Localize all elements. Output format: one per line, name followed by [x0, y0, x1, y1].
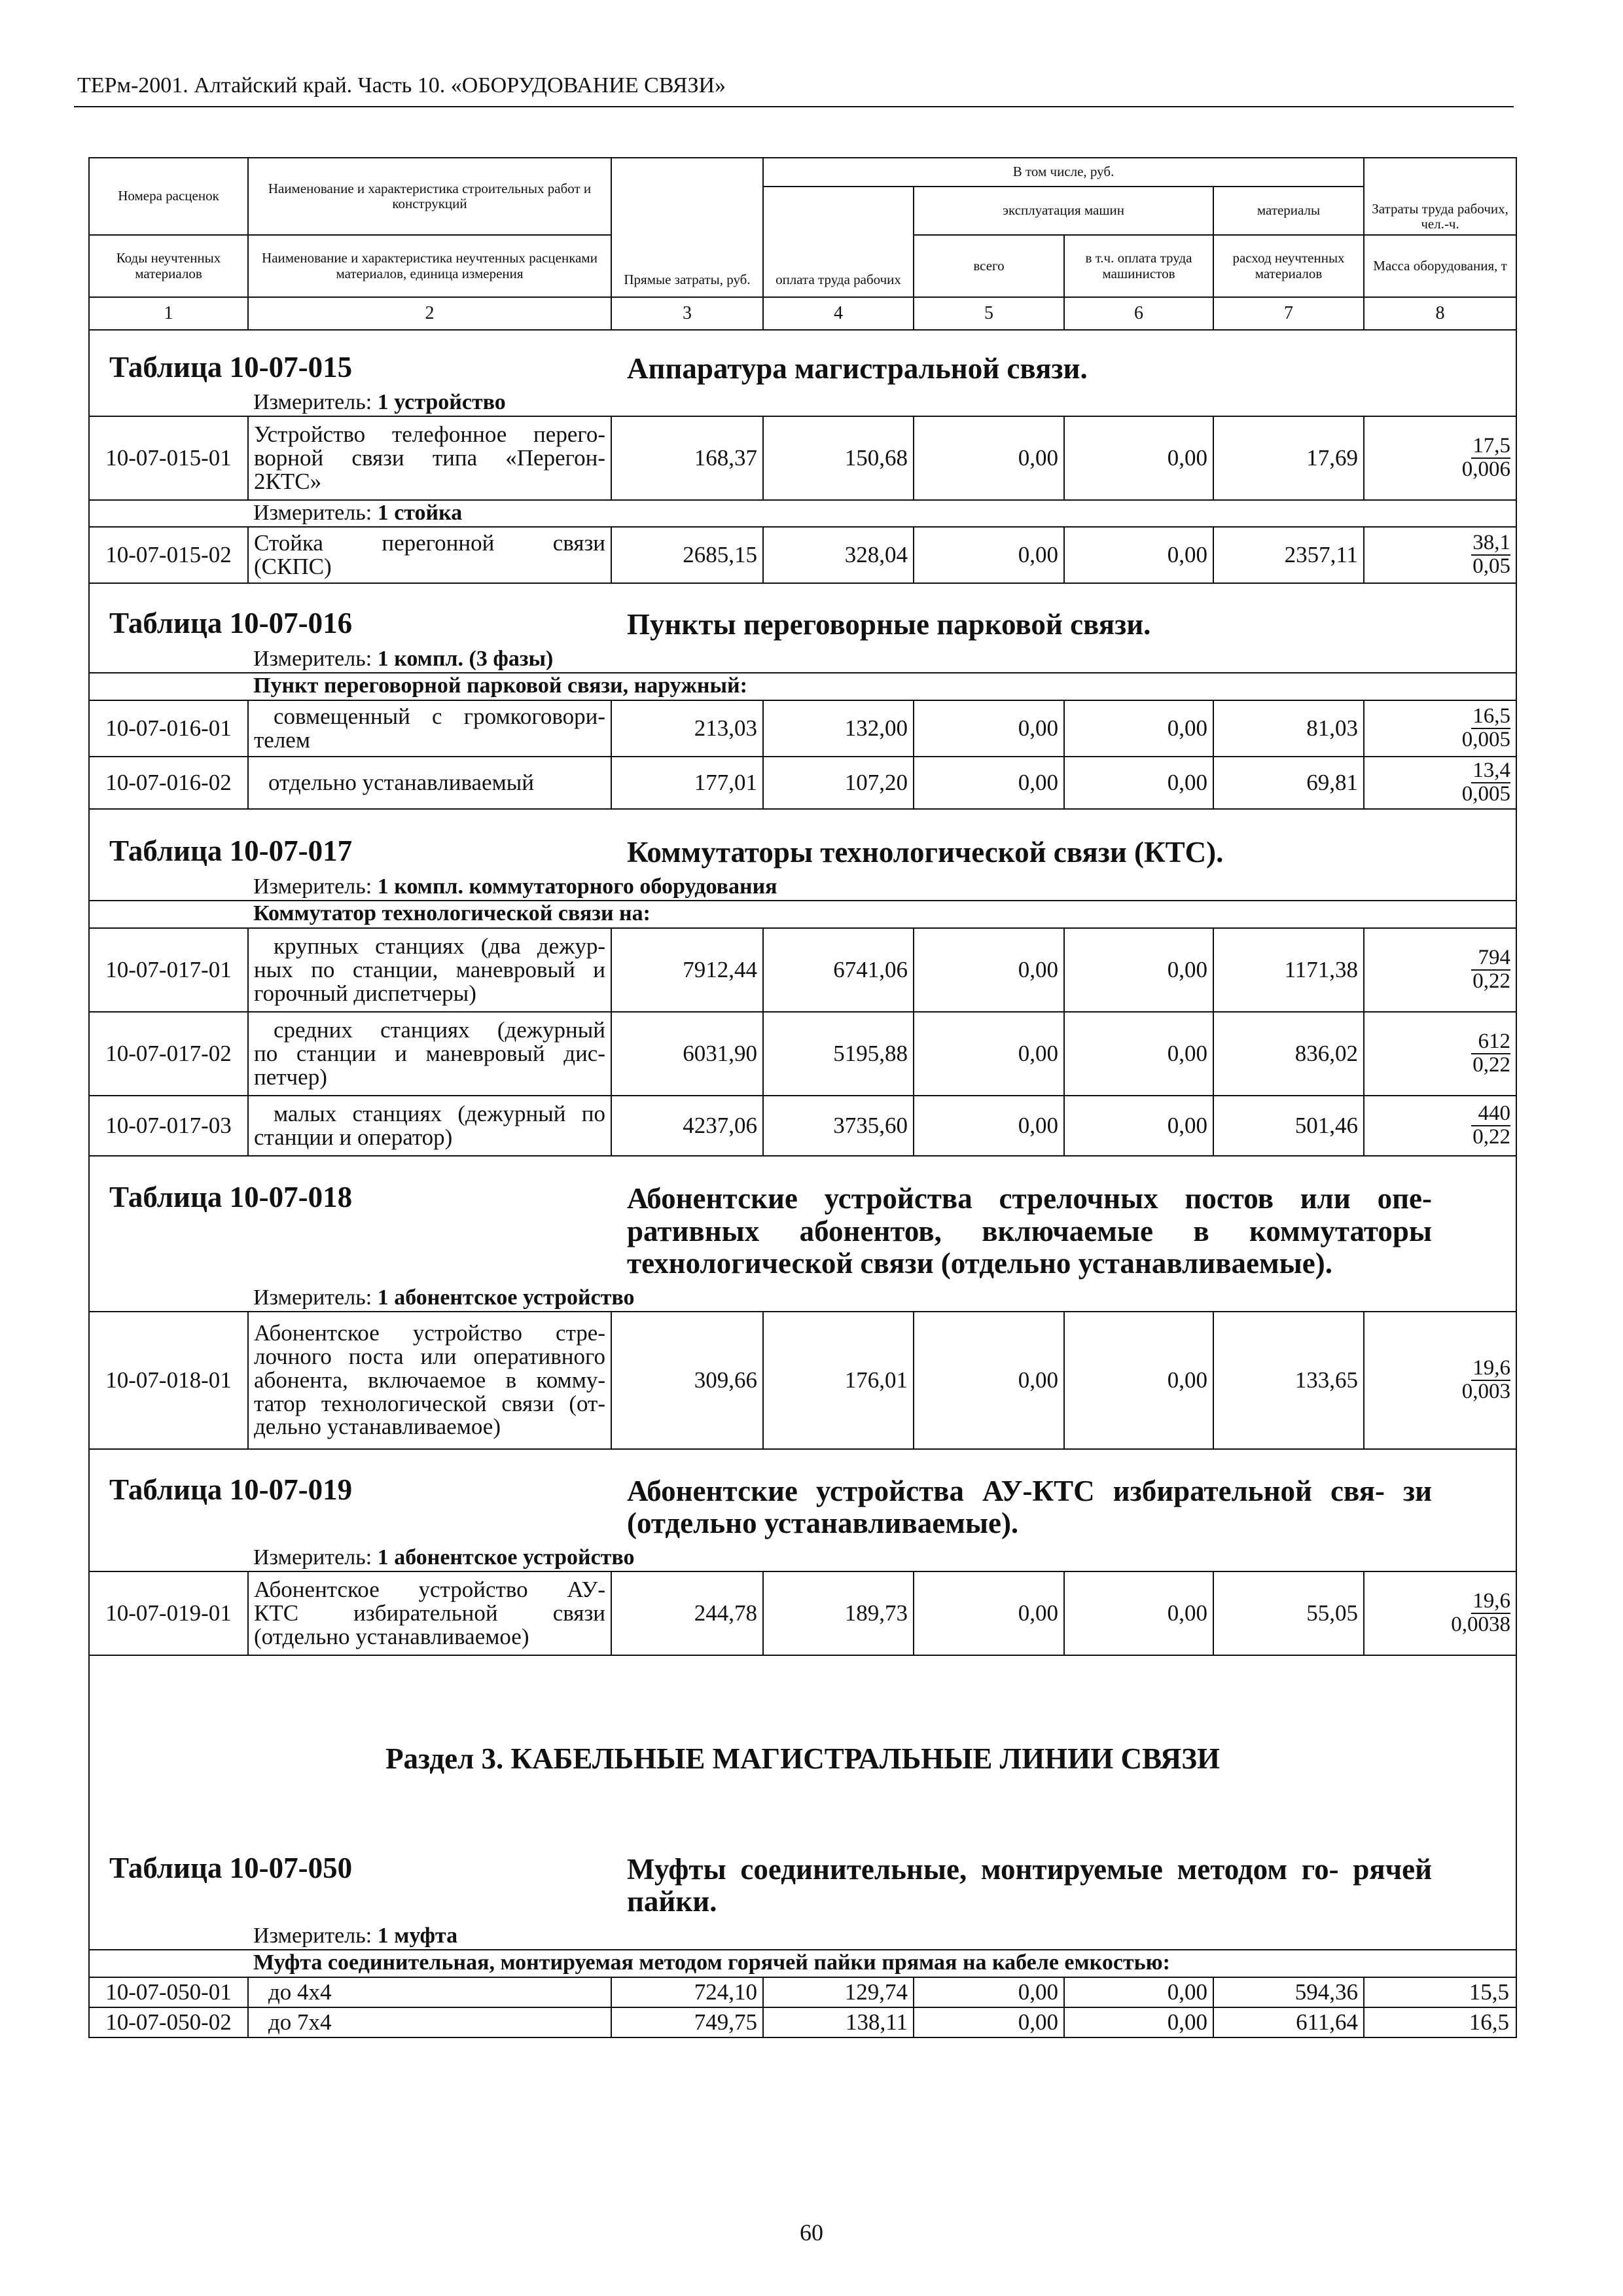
- col-materials: материалы: [1213, 187, 1364, 235]
- rates-table: [88, 157, 1517, 2038]
- table-row: 10-07-050-02 до 7х4 749,75 138,11 0,00 0,00 611,64 16,5: [89, 2007, 1516, 2037]
- header-rule: [74, 106, 1514, 107]
- table-row: 10-07-019-01 Абонентское устройство АУ- КТС избирательной связи (отдельно устанавливаемое) 244,78 189,73 0,00 0,00 55,05 19,6 0,0038: [89, 1571, 1516, 1655]
- col-num-3: 3: [611, 297, 763, 330]
- col-num-4: 4: [763, 297, 914, 330]
- col-incl-machinists: в т.ч. оплата труда машинистов: [1064, 235, 1213, 297]
- table-title: Пункты переговорные парковой связи.: [627, 608, 1151, 641]
- table-code: Таблица 10-07-016: [109, 607, 353, 640]
- table-heading: [89, 1825, 1516, 1924]
- table-code: Таблица 10-07-017: [109, 834, 353, 868]
- group-heading: Муфта соединительная, монтируемая методом горячей пайки прямая на кабеле емкостью:: [248, 1950, 1516, 1977]
- table-title: Муфты соединительные, монтируемые методом го- рячей пайки.: [627, 1852, 1432, 1918]
- col-num-7: 7: [1213, 297, 1364, 330]
- table-heading: [89, 583, 1516, 647]
- table-row: 10-07-015-02 Стойка перегонной связи (СКПС) 2685,15 328,04 0,00 0,00 2357,11 38,1 0,05: [89, 527, 1516, 583]
- col-num-2: 2: [248, 297, 611, 330]
- table-row: 10-07-016-01 совмещенный с громкоговори- телем 213,03 132,00 0,00 0,00 81,03 16,5 0,005: [89, 700, 1516, 757]
- col-material-codes: Коды неучтенных материалов: [89, 235, 248, 297]
- measure-row: Измеритель: 1 абонентское устройство: [248, 1285, 1516, 1312]
- col-direct-costs: Прямые затраты, руб.: [611, 158, 763, 297]
- col-total: всего: [914, 235, 1064, 297]
- table-heading: [89, 1156, 1516, 1285]
- col-material-names: Наименование и характеристика неучтенных расценками материалов, единица измерения: [248, 235, 611, 297]
- col-including: В том числе, руб.: [763, 158, 1364, 187]
- table-row: 10-07-017-01 крупных станциях (два дежур- ных по станции, маневровый и горочный диспетчеры) 7912,44 6741,06 0,00 0,00 1171,38 794 0,22: [89, 928, 1516, 1012]
- table-row: 10-07-017-02 средних станциях (дежурный по станции и маневровый дис- петчер) 6031,90 5195,88 0,00 0,00 836,02 612 0,22: [89, 1012, 1516, 1096]
- table-row: 10-07-016-02 отдельно устанавливаемый 177,01 107,20 0,00 0,00 69,81 13,4 0,005: [89, 757, 1516, 809]
- table-code: Таблица 10-07-050: [109, 1851, 353, 1884]
- table-row: 10-07-017-03 малых станциях (дежурный по станции и оператор) 4237,06 3735,60 0,00 0,00 501,46 440 0,22: [89, 1096, 1516, 1156]
- table-row: 10-07-050-01 до 4х4 724,10 129,74 0,00 0,00 594,36 15,5: [89, 1977, 1516, 2007]
- table-heading: [89, 809, 1516, 874]
- page-number: 60: [800, 2219, 823, 2246]
- group-heading: Пункт переговорной парковой связи, наружный:: [248, 673, 1516, 700]
- col-rate-numbers: Номера расценок: [89, 158, 248, 235]
- col-labor-pay: оплата труда рабочих: [763, 187, 914, 297]
- table-code: Таблица 10-07-018: [109, 1181, 353, 1214]
- col-num-1: 1: [89, 297, 248, 330]
- measure-row: Измеритель: 1 стойка: [248, 500, 1516, 527]
- col-equipment-mass: Масса оборудования, т: [1364, 235, 1516, 297]
- table-title: Коммутаторы технологической связи (КТС).: [627, 836, 1224, 869]
- col-num-5: 5: [914, 297, 1064, 330]
- table-row: 10-07-015-01 Устройство телефонное перего- ворной связи типа «Перегон- 2КТС» 168,37 150,68 0,00 0,00 17,69 17,5 0,006: [89, 416, 1516, 500]
- table-title: Аппаратура магистральной связи.: [627, 351, 1088, 385]
- col-num-6: 6: [1064, 297, 1213, 330]
- measure-row: Измеритель: 1 компл. (3 фазы): [248, 647, 1516, 673]
- table-title: Абонентские устройства АУ-КТС избирательной свя- зи (отдельно устанавливаемые).: [627, 1474, 1432, 1540]
- table-code: Таблица 10-07-015: [109, 350, 353, 384]
- table-heading: [89, 330, 1516, 390]
- table-heading: [89, 1449, 1516, 1545]
- col-num-8: 8: [1364, 297, 1516, 330]
- measure-row: Измеритель: 1 абонентское устройство: [248, 1545, 1516, 1571]
- table-code: Таблица 10-07-019: [109, 1473, 353, 1506]
- measure-row: Измеритель: 1 компл. коммутаторного оборудования: [248, 874, 1516, 901]
- page-header: ТЕРм-2001. Алтайский край. Часть 10. «ОБОРУДОВАНИЕ СВЯЗИ»: [77, 73, 726, 98]
- group-heading: Коммутатор технологической связи на:: [248, 901, 1516, 928]
- col-labor-costs: Затраты труда рабочих, чел.-ч.: [1364, 158, 1516, 235]
- measure-row: Измеритель: 1 муфта: [248, 1924, 1516, 1950]
- table-title: Абонентские устройства стрелочных постов или опе- ративных абонентов, включаемые в коммутаторы технологической связи (отдельно устанавливаемые).: [627, 1182, 1432, 1280]
- measure-row: Измеритель: 1 устройство: [248, 390, 1516, 416]
- col-machine-use: эксплуатация машин: [914, 187, 1213, 235]
- col-unaccounted-materials: расход неучтенных материалов: [1213, 235, 1364, 297]
- col-work-name: Наименование и характеристика строительных работ и конструкций: [248, 158, 611, 235]
- section-title: Раздел 3. КАБЕЛЬНЫЕ МАГИСТРАЛЬНЫЕ ЛИНИИ СВЯЗИ: [89, 1655, 1516, 1825]
- table-row: 10-07-018-01 Абонентское устройство стре- лочного поста или оперативного абонента, включаемое в комму- татор технологической связи (от- дельно устанавливаемое) 309,66 176,01 0,00 0,00 133,65 19,6 0,003: [89, 1312, 1516, 1449]
